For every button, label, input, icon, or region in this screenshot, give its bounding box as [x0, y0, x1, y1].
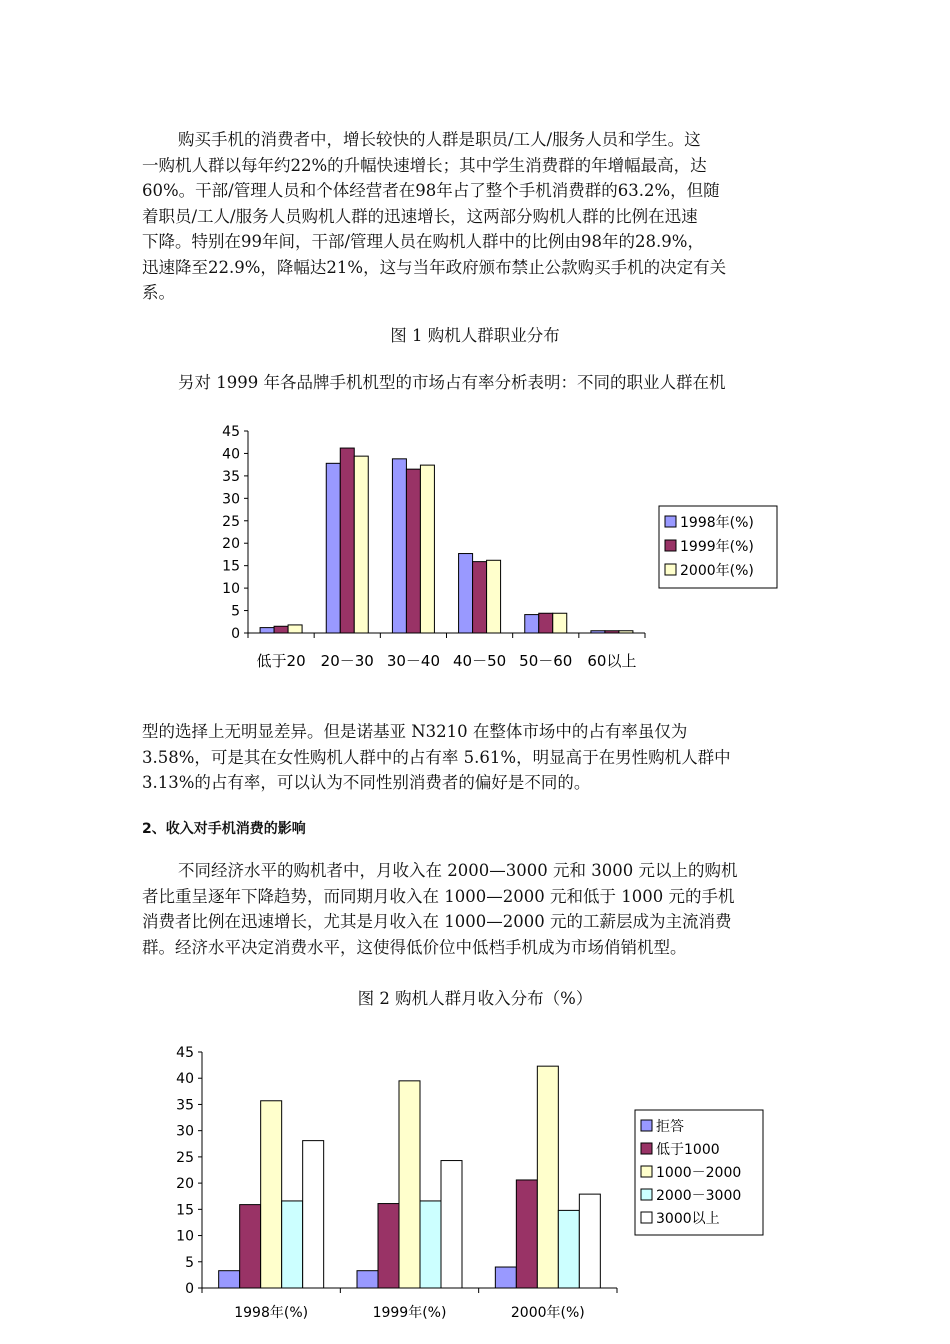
bar	[303, 1141, 324, 1288]
bar	[399, 1081, 420, 1288]
y-tick-label: 30	[222, 491, 240, 508]
legend-swatch	[665, 540, 676, 551]
bar	[219, 1271, 240, 1288]
x-tick-label: 1999年(%)	[372, 1305, 447, 1321]
text-line: 3.13%的占有率，可以认为不同性别消费者的偏好是不同的。	[142, 773, 591, 792]
text-line: 群。经济水平决定消费水平，这使得低价位中低档手机成为市场俏销机型。	[142, 937, 687, 957]
legend-swatch	[641, 1189, 652, 1200]
legend-label: 1000－2000	[656, 1165, 742, 1181]
legend-swatch	[641, 1212, 652, 1223]
text-line: 60%。干部/管理人员和个体经营者在98年占了整个手机消费群的63.2%，但随	[142, 181, 720, 200]
y-tick-label: 0	[185, 1281, 194, 1297]
bar	[260, 628, 274, 633]
legend-swatch	[641, 1120, 652, 1131]
bar	[537, 1066, 558, 1288]
y-tick-label: 0	[231, 626, 240, 642]
bar	[240, 1205, 261, 1288]
text-line: 者比重呈逐年下降趋势，而同期月收入在 1000—2000 元和低于 1000 元的手机	[142, 886, 735, 906]
bar	[558, 1210, 579, 1288]
text-line: 型的选择上无明显差异。但是诺基亚 N3210 在整体市场中的占有率虽仅为	[142, 722, 688, 741]
text-line: 一购机人群以每年约22%的升幅快速增长；其中学生消费群的年增幅最高，达	[142, 155, 707, 175]
y-tick-label: 25	[176, 1149, 194, 1166]
x-tick-label: 50－60	[519, 652, 573, 670]
y-tick-label: 20	[176, 1176, 194, 1193]
bar	[340, 448, 354, 633]
text-line: 系。	[142, 283, 175, 302]
bar	[406, 469, 420, 633]
bar	[487, 560, 501, 633]
legend-swatch	[665, 516, 676, 527]
section-heading: 2、收入对手机消费的影响	[142, 821, 306, 837]
bar	[579, 1194, 600, 1288]
text-line: 迅速降至22.9%，降幅达21%，这与当年政府颁布禁止公款购买手机的决定有关	[142, 257, 727, 277]
paragraph-brand-share-rest	[142, 719, 810, 796]
bar	[619, 631, 633, 633]
legend-swatch	[665, 564, 676, 575]
text-line: 购买手机的消费者中，增长较快的人群是职员/工人/服务人员和学生。这	[178, 130, 701, 149]
bar	[354, 456, 368, 633]
legend-label: 2000－3000	[656, 1188, 742, 1204]
y-tick-label: 5	[231, 603, 240, 620]
y-tick-label: 10	[222, 581, 240, 598]
bar	[392, 459, 406, 633]
x-tick-label: 30－40	[386, 652, 441, 670]
y-tick-label: 20	[222, 536, 240, 553]
bar	[516, 1180, 537, 1288]
occupation-bar-chart	[0, 418, 950, 680]
bar	[591, 631, 605, 633]
legend-label: 拒答	[656, 1119, 684, 1135]
x-tick-label: 60以上	[587, 652, 637, 670]
legend-label: 2000年(%)	[680, 563, 754, 579]
bar	[357, 1271, 378, 1288]
paragraph-income-trend	[142, 858, 810, 960]
bar	[525, 615, 539, 633]
paragraph-occupation-trend	[142, 127, 810, 306]
bar	[378, 1204, 399, 1288]
y-tick-label: 35	[222, 468, 240, 485]
paragraph-brand-share-start	[142, 370, 810, 396]
bar	[553, 613, 567, 633]
x-tick-label: 2000年(%)	[510, 1305, 585, 1321]
legend-label: 3000以上	[656, 1211, 720, 1227]
text-line: 另对 1999 年各品牌手机机型的市场占有率分析表明：不同的职业人群在机	[178, 373, 726, 392]
bar	[420, 1201, 441, 1288]
legend-swatch	[641, 1166, 652, 1177]
figure1-caption: 图 1 购机人群职业分布	[390, 326, 560, 345]
y-tick-label: 45	[222, 424, 240, 440]
income-bar-chart	[0, 1036, 950, 1336]
bar	[282, 1201, 303, 1288]
x-tick-label: 1998年(%)	[234, 1305, 309, 1321]
y-tick-label: 25	[222, 513, 240, 530]
bar	[539, 613, 553, 633]
bar	[605, 631, 619, 633]
bar	[274, 626, 288, 633]
legend-label: 1998年(%)	[680, 515, 754, 531]
bar	[326, 463, 340, 633]
figure2-caption: 图 2 购机人群月收入分布（%）	[357, 989, 593, 1008]
y-tick-label: 45	[176, 1045, 194, 1061]
y-tick-label: 35	[176, 1097, 194, 1114]
text-line: 下降。特别在99年间，干部/管理人员在购机人群中的比例由98年的28.9%，	[142, 232, 704, 251]
bar	[288, 625, 302, 633]
y-tick-label: 10	[176, 1228, 194, 1245]
legend-label: 1999年(%)	[680, 539, 754, 555]
bar	[420, 465, 434, 633]
text-line: 着职员/工人/服务人员购机人群的迅速增长，这两部分购机人群的比例在迅速	[142, 206, 698, 226]
legend-swatch	[641, 1143, 652, 1154]
y-tick-label: 40	[222, 446, 240, 463]
x-tick-label: 低于20	[256, 652, 306, 670]
bar	[261, 1101, 282, 1288]
bar	[473, 562, 487, 633]
bar	[441, 1161, 462, 1288]
legend-label: 低于1000	[656, 1142, 720, 1158]
text-line: 3.58%，可是其在女性购机人群中的占有率 5.61%，明显高于在男性购机人群中	[142, 747, 731, 767]
bar	[495, 1267, 516, 1288]
y-tick-label: 30	[176, 1123, 194, 1140]
y-tick-label: 15	[176, 1202, 194, 1219]
text-line: 消费者比例在迅速增长，尤其是月收入在 1000—2000 元的工薪层成为主流消费	[142, 912, 732, 931]
x-tick-label: 20－30	[320, 652, 374, 670]
y-tick-label: 15	[222, 558, 240, 575]
y-tick-label: 40	[176, 1071, 194, 1088]
text-line: 不同经济水平的购机者中，月收入在 2000—3000 元和 3000 元以上的购机	[178, 861, 738, 880]
x-tick-label: 40－50	[452, 652, 507, 670]
y-tick-label: 5	[185, 1254, 194, 1271]
bar	[459, 554, 473, 633]
